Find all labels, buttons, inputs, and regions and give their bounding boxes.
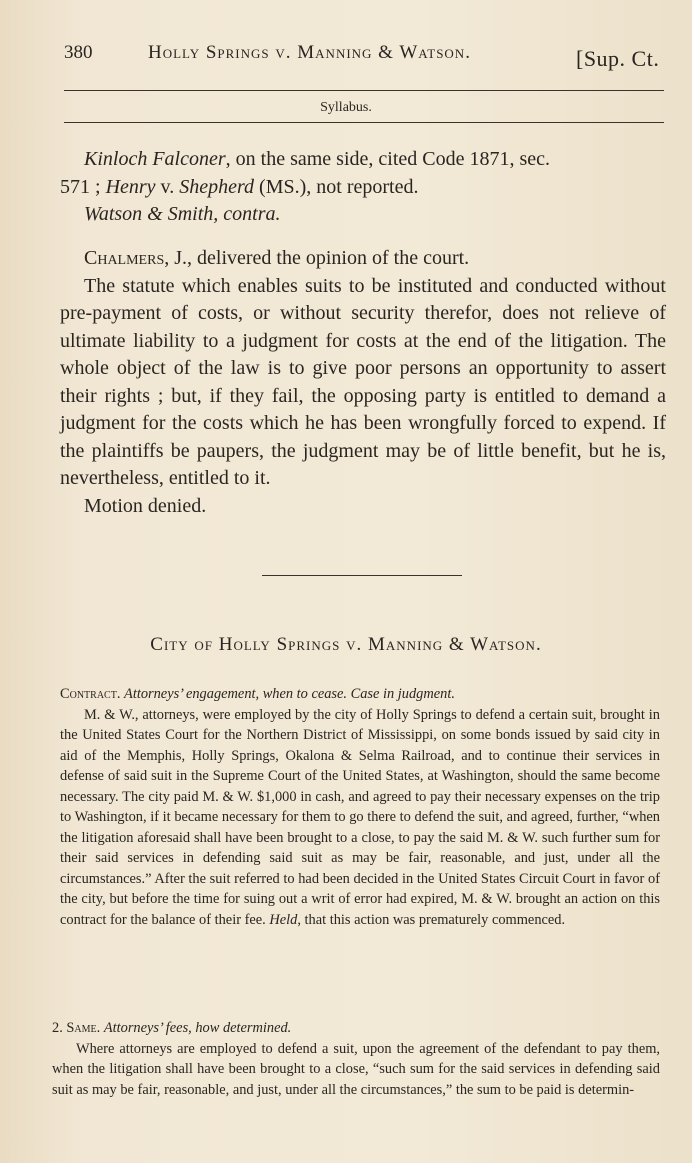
opinion-disposition: Motion denied. — [84, 494, 207, 517]
opinion-intro: , delivered the opinion of the court. — [187, 247, 470, 269]
counsel-cite: 571 ; — [60, 175, 106, 198]
judge-name: Chalmers, J. — [84, 247, 188, 269]
headnote-2-topic: Attorneys’ fees, how determined. — [103, 1020, 292, 1036]
case-v: v. — [155, 175, 180, 198]
opinion-body: The statute which enables suits to be instituted and conducted without pre-payment of costs, or without security therefor, does not relieve of ultimate liability to a judgment for costs at the end of the litigation. The whole object of the law is to give poor persons an opportunity to assert their rights ; but, if they fail, the opposing party is entitled to demand a judgment for the costs which he has been wrongfully forced to expend. If the plaintiffs be paupers, the judgment may be of little benefit, but he is, nevertheless, entitled to it. — [60, 274, 666, 489]
counsel-text: , on the same side, cited Code 1871, sec. — [225, 148, 551, 170]
held-label: Held — [269, 911, 298, 928]
page-number: 380 — [64, 42, 93, 63]
syllabus-label: Syllabus. — [320, 100, 372, 115]
counsel-block — [60, 146, 666, 229]
header-rule-top — [64, 90, 664, 91]
headnote-1 — [60, 684, 660, 930]
headnote-1-label: Contract. — [60, 686, 121, 702]
section-divider — [262, 575, 462, 576]
headnote-1-body-end: , that this action was prematurely commenced. — [297, 911, 566, 928]
headnote-1-body: M. & W., attorneys, were employed by the city of Holly Springs to defend a certain suit, brought in the United States Court for the Northern District of Mississippi, on some bonds issued by said city in aid of the Memphis, Holly Springs, Okalona & Selma Railroad, and to continue their services in defense of said suit in the Supreme Court of the United States, at Washington, should the same become necessary. The city paid M. & W. $1,000 in cash, and agreed to pay their necessary expenses on the trip to Washington, if it became necessary for them to go there to defend the suit, and agreed, further, “when the litigation aforesaid shall have been brought to a close, to pay the said M. & W. such further sum for their said services in defending said suit as may be fair, reasonable, and just, under all the circumstances.” After the suit referred to had been decided in the United States Circuit Court in favor of the city, but before the time for suing out a writ of error had expired, M. & W. brought an action on this contract for the balance of their fee. — [60, 706, 660, 928]
counsel-rest: (MS.), not reported. — [254, 175, 419, 198]
opinion-block — [60, 245, 666, 520]
headnote-2-label: Same. — [66, 1020, 101, 1036]
headnote-2-body: Where attorneys are employed to defend a suit, upon the agreement of the defendant to pay them, when the litigation shall have been brought to a close, “such sum for the said services in defending said suit as may be fair, reasonable, and just, under all the circumstances,” the sum to be paid is determin- — [52, 1040, 660, 1098]
case-name-shepherd: Shepherd — [179, 175, 255, 198]
running-title: Holly Springs v. Manning & Watson. — [148, 42, 471, 63]
case-name-henry: Henry — [105, 175, 156, 198]
counsel-contra: Watson & Smith, contra. — [84, 203, 281, 225]
header-rule-bottom — [64, 122, 664, 123]
headnote-1-topic: Attorneys’ engagement, when to cease. Case in judgment. — [124, 686, 455, 702]
headnote-2-number: 2. — [52, 1020, 63, 1036]
running-head — [64, 38, 674, 78]
headnote-2 — [52, 1018, 660, 1100]
case-title: City of Holly Springs v. Manning & Watson. — [150, 634, 542, 655]
court-label: [Sup. Ct. — [576, 46, 660, 71]
counsel-name: Kinloch Falconer — [84, 148, 226, 170]
